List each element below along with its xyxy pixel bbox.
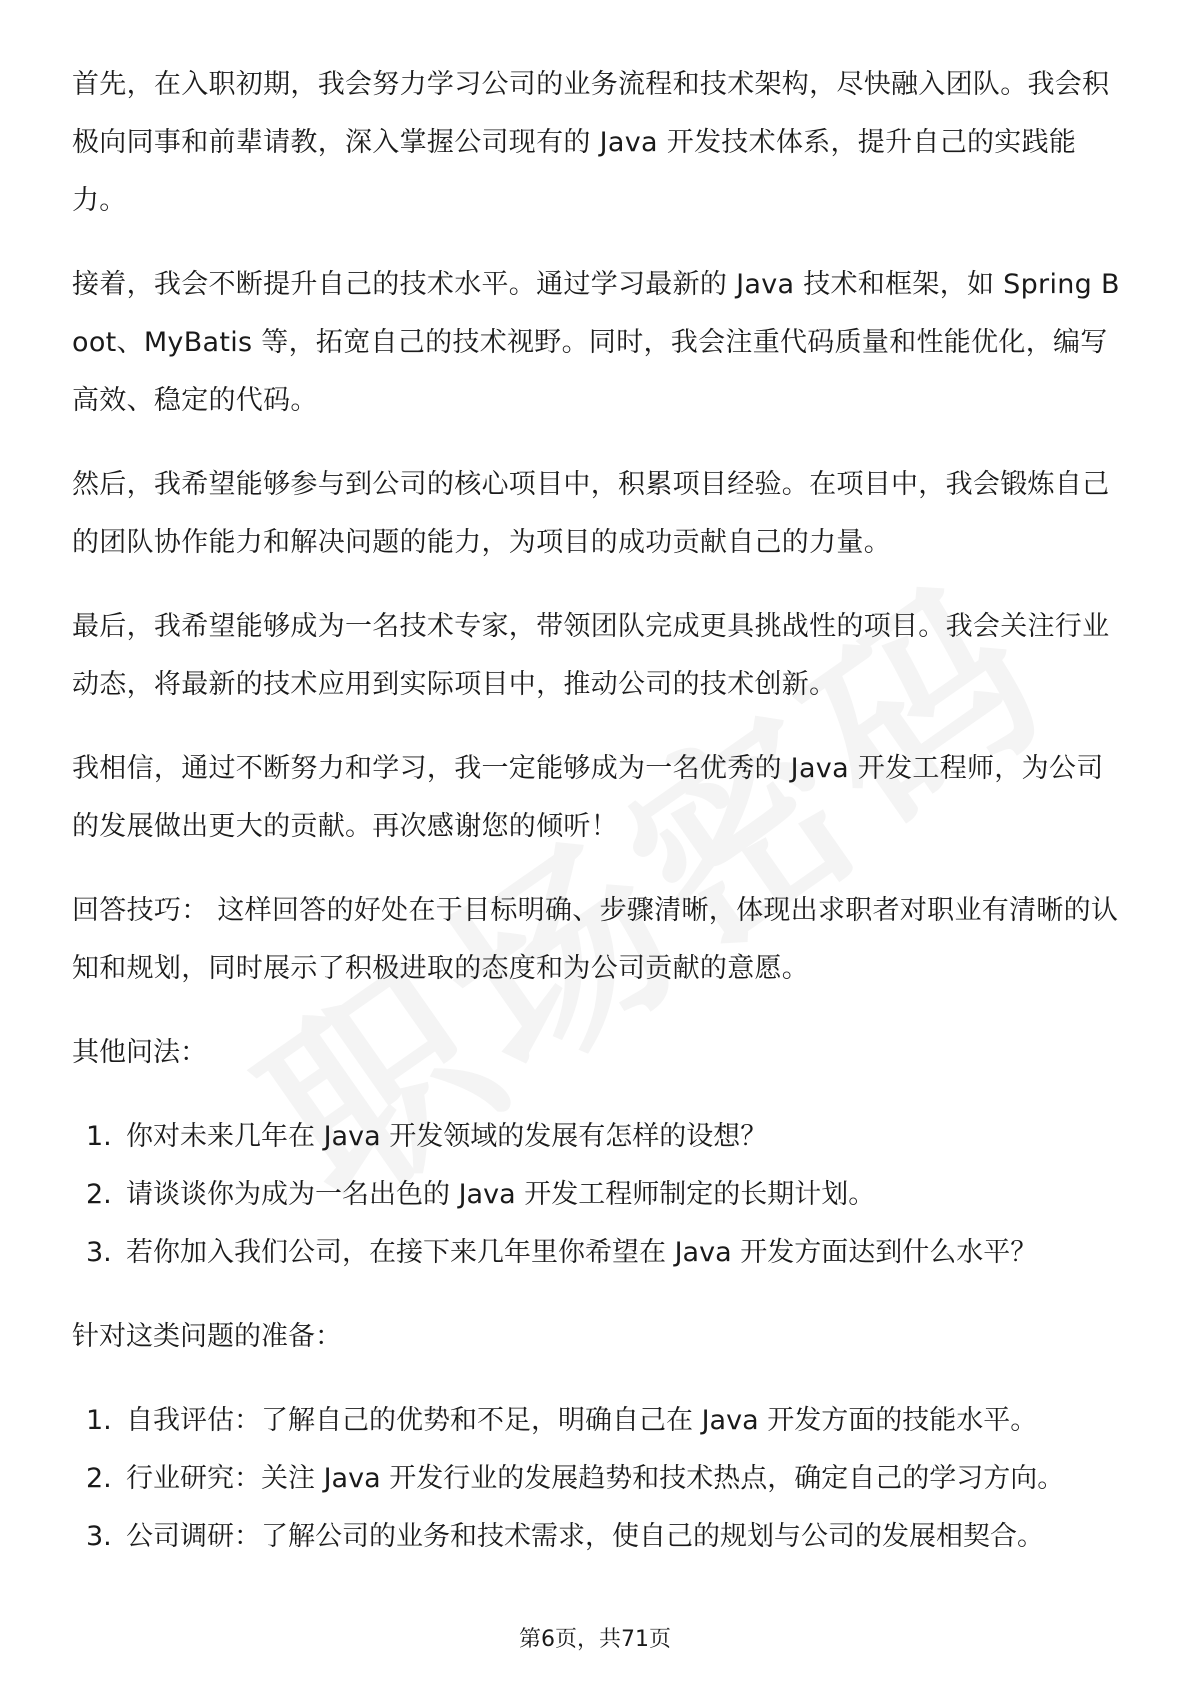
page-number-footer: 第6页，共71页: [519, 1627, 671, 1652]
list-item: [72, 1508, 1122, 1566]
other-questions-heading: 其他问法：: [72, 1037, 207, 1068]
preparation-heading: 针对这类问题的准备：: [72, 1321, 342, 1352]
list-number: 1.: [86, 1121, 112, 1152]
document-body: [72, 56, 1122, 1592]
list-item: [72, 1108, 1122, 1166]
list-number: 1.: [86, 1405, 112, 1436]
list-number: 3.: [86, 1521, 112, 1552]
list-item-text: 公司调研：了解公司的业务和技术需求，使自己的规划与公司的发展相契合。: [126, 1521, 1044, 1552]
paragraph-5: 我相信，通过不断努力和学习，我一定能够成为一名优秀的 Java 开发工程师，为公司的发展做出更大的贡献。再次感谢您的倾听！: [72, 753, 1104, 842]
paragraph-4: 最后，我希望能够成为一名技术专家，带领团队完成更具挑战性的项目。我会关注行业动态，将最新的技术应用到实际项目中，推动公司的技术创新。: [72, 611, 1110, 700]
paragraph-1: 首先，在入职初期，我会努力学习公司的业务流程和技术架构，尽快融入团队。我会积极向同事和前辈请教，深入掌握公司现有的 Java 开发技术体系，提升自己的实践能力。: [72, 69, 1110, 216]
paragraph-3: 然后，我希望能够参与到公司的核心项目中，积累项目经验。在项目中，我会锻炼自己的团队协作能力和解决问题的能力，为项目的成功贡献自己的力量。: [72, 469, 1110, 558]
list-item: [72, 1166, 1122, 1224]
answer-tip-paragraph: 回答技巧： 这样回答的好处在于目标明确、步骤清晰，体现出求职者对职业有清晰的认知和规划，同时展示了积极进取的态度和为公司贡献的意愿。: [72, 895, 1119, 984]
list-number: 3.: [86, 1237, 112, 1268]
list-item: [72, 1392, 1122, 1450]
list-item-text: 行业研究：关注 Java 开发行业的发展趋势和技术热点，确定自己的学习方向。: [126, 1463, 1065, 1494]
paragraph-2: 接着，我会不断提升自己的技术水平。通过学习最新的 Java 技术和框架，如 Spring Boot、MyBatis 等，拓宽自己的技术视野。同时，我会注重代码质量和性能优化，编写高效、稳定的代码。: [72, 269, 1120, 416]
list-item: [72, 1450, 1122, 1508]
list-number: 2.: [86, 1463, 112, 1494]
list-item-text: 若你加入我们公司，在接下来几年里你希望在 Java 开发方面达到什么水平？: [126, 1237, 1038, 1268]
list-item-text: 请谈谈你为成为一名出色的 Java 开发工程师制定的长期计划。: [126, 1179, 876, 1210]
list-item: [72, 1224, 1122, 1282]
other-questions-list: [72, 1108, 1122, 1282]
list-item-text: 你对未来几年在 Java 开发领域的发展有怎样的设想？: [126, 1121, 768, 1152]
list-number: 2.: [86, 1179, 112, 1210]
list-item-text: 自我评估：了解自己的优势和不足，明确自己在 Java 开发方面的技能水平。: [126, 1405, 1038, 1436]
preparation-list: [72, 1392, 1122, 1566]
